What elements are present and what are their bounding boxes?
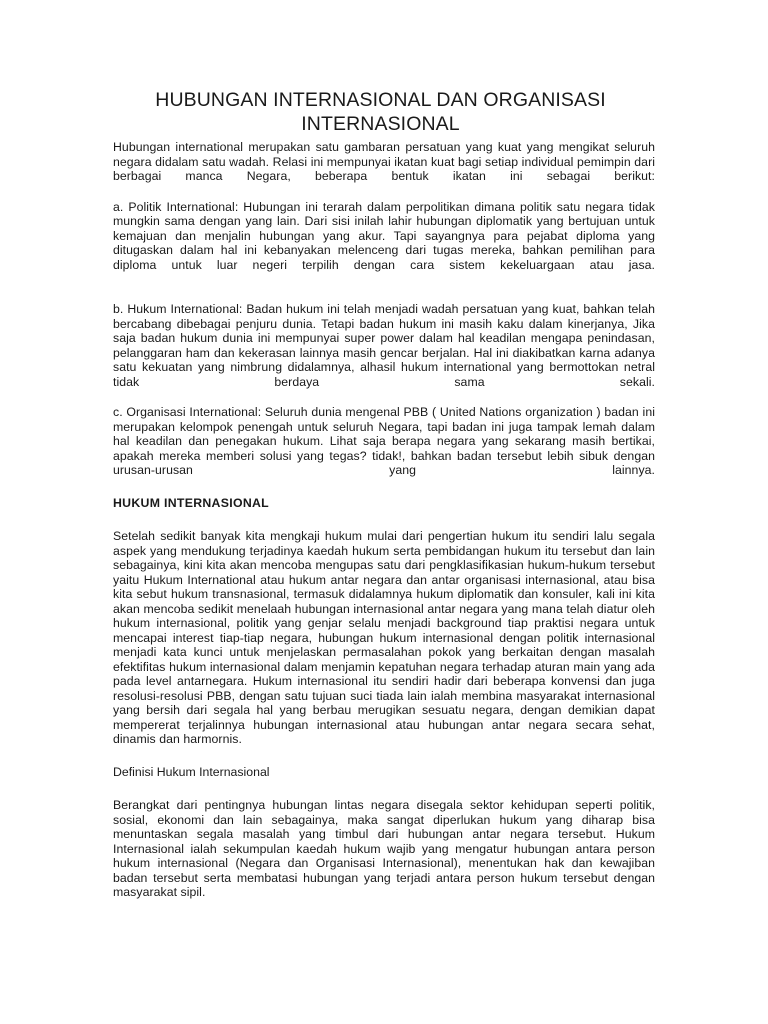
intro-paragraph: Hubungan international merupakan satu gambaran persatuan yang kuat yang mengikat seluruh negara didalam satu wadah. Relasi ini mempunyai ikatan kuat bagi setiap individual pemimpin dari berbagai manca Negara, beberapa bentuk ikatan ini sebagai berikut: — [113, 140, 655, 183]
section-heading-hukum: HUKUM INTERNASIONAL — [113, 495, 269, 510]
point-c-paragraph: c. Organisasi International: Seluruh dunia mengenal PBB ( United Nations organization ) badan ini merupakan kelompok penengah untuk seluruh Negara, tapi badan ini juga tampak lemah dalam hal keadilan dan penegakan hukum. Lihat saja berapa negara yang sekarang masih bertikai, apakah mereka memberi solusi yang tegas? tidak!, bahkan badan tersebut lebih sibuk dengan urusan-urusan yang lainnya. — [113, 405, 655, 477]
definisi-body-paragraph: Berangkat dari pentingnya hubungan lintas negara disegala sektor kehidupan seperti politik, sosial, ekonomi dan lain sebagainya, maka sangat diperlukan hukum yang diharap bisa menuntaskan segala masalah yang timbul dari hubungan antar negara tersebut. Hukum Internasional ialah sekumpulan kaedah hukum wajib yang mengatur hubungan antara person hukum internasional (Negara dan Organisasi Internasional), menentukan hak dan kewajiban badan tersebut serta membatasi hubungan yang terjadi antara person hukum tersebut dengan masyarakat sipil. — [113, 798, 655, 899]
document-page — [113, 88, 655, 900]
document-title — [113, 88, 655, 136]
point-b-paragraph: b. Hukum International: Badan hukum ini telah menjadi wadah persatuan yang kuat, bahkan telah bercabang dibebagai penjuru dunia. Tetapi badan hukum ini masih kaku dalam kinerjanya, Jika saja badan hukum dunia ini mempunyai super power dalam hal keadilan mengapa penindasan, pelanggaran ham dan kekerasan lainnya masih gencar berjalan. Hal ini diakibatkan karna adanya satu kekuatan yang nimbrung didalamnya, alhasil hukum international yang bermottokan netral tidak berdaya sama sekali. — [113, 302, 655, 389]
hukum-body-paragraph: Setelah sedikit banyak kita mengkaji hukum mulai dari pengertian hukum itu sendiri lalu segala aspek yang mendukung terjadinya kaedah hukum serta pembidangan hukum itu tersebut dan lain sebagainya, kini kita akan mencoba mengupas satu dari pengklasifikasian hukum-hukum tersebut yaitu Hukum International atau hukum antar negara dan antar organisasi internasional, atau bisa kita sebut hukum transnasional, termasuk didalamnya hukum diplomatik dan konsuler, kali ini kita akan mencoba sedikit menelaah hubungan internasional antar negara yang mana telah diatur oleh hukum internasional, politik yang genjar selalu menjadi background tiap praktisi negara untuk mencapai interest tiap-tiap negara, hubungan hukum internasional dengan politik internasional menjadi kata kunci untuk menjelaskan permasalahan pokok yang berkaitan dengan masalah efektifitas hukum internasional dalam menjamin kepatuhan negara terhadap aturan main yang ada pada level antarnegara. Hukum internasional itu sendiri hadir dari beberapa konvensi dan juga resolusi-resolusi PBB, dengan satu tujuan suci tiada lain ialah membina masyarakat internasional yang bersih dari segala hal yang berbau merugikan sesuatu negara, dengan demikian dapat mempererat terjalinnya hubungan internasional atau hubungan antar negara secara sehat, dinamis dan harmornis. — [113, 529, 655, 746]
title-line-1: HUBUNGAN INTERNASIONAL DAN ORGANISASI — [155, 89, 606, 111]
title-line-2: INTERNASIONAL — [301, 113, 460, 135]
point-a-paragraph: a. Politik International: Hubungan ini terarah dalam perpolitikan dimana politik satu negara tidak mungkin sama dengan yang lain. Dari sisi inilah lahir hubungan diplomatik yang bertujuan untuk kemajuan dan menjalin hubungan yang akur. Tapi sayangnya para pejabat diploma yang ditugaskan dalam hal ini kebanyakan melenceng dari tugas mereka, bahkan pemilihan para diploma untuk luar negeri terpilih dengan cara sistem kekeluargaan atau jasa. — [113, 199, 655, 272]
subheading-definisi: Definisi Hukum Internasional — [113, 764, 270, 779]
